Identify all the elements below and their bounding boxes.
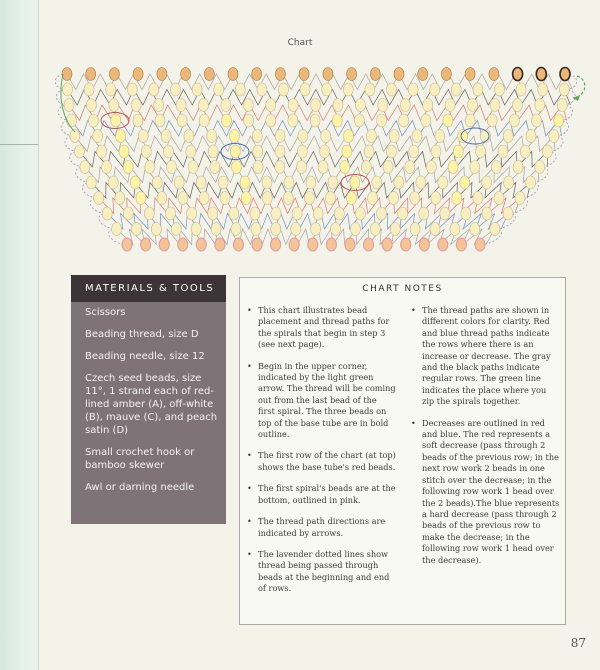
bead <box>292 207 302 220</box>
bead <box>364 145 374 158</box>
bead <box>102 161 112 174</box>
bead <box>465 114 475 127</box>
bead <box>262 192 272 205</box>
bead <box>218 176 228 189</box>
bead <box>119 145 129 158</box>
bead <box>438 176 448 189</box>
bead <box>63 83 73 96</box>
bead <box>231 223 241 236</box>
bead <box>383 161 393 174</box>
bead <box>271 238 281 251</box>
bead <box>187 207 197 220</box>
bead <box>229 207 239 220</box>
bead <box>155 114 165 127</box>
bead <box>157 68 167 81</box>
bead <box>372 176 382 189</box>
bead <box>240 176 250 189</box>
bead <box>308 238 318 251</box>
page-number: 87 <box>570 636 586 650</box>
bead <box>370 68 380 81</box>
bead <box>509 114 519 127</box>
bead <box>342 145 352 158</box>
bead <box>387 83 397 96</box>
bead <box>181 68 191 81</box>
bead <box>289 238 299 251</box>
bead <box>465 68 475 81</box>
bead <box>435 130 445 143</box>
notes-column-left <box>246 305 396 605</box>
bead <box>306 176 316 189</box>
bead <box>252 238 262 251</box>
bead <box>304 192 314 205</box>
bead <box>123 161 133 174</box>
bead <box>222 114 232 127</box>
bead <box>461 207 471 220</box>
bead <box>430 83 440 96</box>
bead <box>326 192 336 205</box>
bead <box>196 238 206 251</box>
bead <box>116 130 126 143</box>
bead <box>515 192 525 205</box>
bead <box>93 130 103 143</box>
bead <box>476 145 486 158</box>
bead <box>228 68 238 81</box>
bead <box>299 68 309 81</box>
bead <box>326 238 336 251</box>
bead <box>133 68 143 81</box>
bead <box>192 83 202 96</box>
bead <box>186 145 196 158</box>
bead <box>430 223 440 236</box>
bead <box>108 176 118 189</box>
bead <box>366 130 376 143</box>
bead <box>220 192 230 205</box>
bead <box>410 223 420 236</box>
bead <box>490 223 500 236</box>
bead <box>86 68 96 81</box>
bead <box>251 223 261 236</box>
material-item: Beading thread, size D <box>85 329 199 340</box>
bead <box>320 145 330 158</box>
bead <box>350 176 360 189</box>
bead <box>145 161 155 174</box>
bead <box>191 223 201 236</box>
bead <box>230 145 240 158</box>
bead <box>503 130 513 143</box>
bead <box>354 114 364 127</box>
bead <box>136 192 146 205</box>
bead <box>151 223 161 236</box>
bead <box>416 176 426 189</box>
note-item: • Decreases are outlined in red and blue. The red represents a soft decrease (pass through 2 beads of the previous row; in the next row work 2 beads in one stitch over the decrease; in the following row work 1 bead over the 2 beads).The blue represents a hard decrease (pass through 2 beads of the previous row to make the decrease; in the following row work 1 head over the decrease). <box>410 418 560 566</box>
bead <box>448 161 458 174</box>
bead <box>538 83 548 96</box>
bead <box>458 130 468 143</box>
bead <box>199 114 209 127</box>
bead <box>67 114 77 127</box>
bead <box>487 114 497 127</box>
bead <box>390 223 400 236</box>
bead <box>174 176 184 189</box>
bead <box>102 207 112 220</box>
bead <box>394 68 404 81</box>
bead <box>423 99 433 112</box>
bead <box>262 176 272 189</box>
bead <box>311 223 321 236</box>
bead <box>208 207 218 220</box>
bead <box>468 99 478 112</box>
bead <box>275 145 285 158</box>
bead <box>394 176 404 189</box>
bead <box>345 238 355 251</box>
bead <box>132 223 142 236</box>
bead <box>426 161 436 174</box>
bead <box>421 114 431 127</box>
bead <box>234 238 244 251</box>
bead <box>141 145 151 158</box>
bead <box>532 114 542 127</box>
material-item: Scissors <box>85 307 126 318</box>
bead <box>355 207 365 220</box>
material-item: Awl or darning needle <box>85 482 195 493</box>
bead <box>482 207 492 220</box>
bead <box>344 130 354 143</box>
bead <box>440 207 450 220</box>
chart-caption: Chart <box>287 38 313 48</box>
bead <box>257 83 267 96</box>
bead <box>221 99 231 112</box>
material-item: Czech seed beads, size 11°, 1 strand each of red-lined amber (A), off-white (B), mauve (C), and peach satin (D) <box>85 373 218 436</box>
bead <box>252 68 262 81</box>
bead <box>490 99 500 112</box>
start-arrowhead <box>573 95 580 101</box>
bead <box>112 223 122 236</box>
bead <box>184 130 194 143</box>
note-item: • The first row of the chart (at top) shows the base tube's red beads. <box>246 450 396 473</box>
bead <box>410 192 420 205</box>
bead <box>343 83 353 96</box>
bead <box>559 83 569 96</box>
bead <box>419 207 429 220</box>
bead <box>178 192 188 205</box>
bead <box>275 130 285 143</box>
bead <box>526 176 536 189</box>
bead <box>211 223 221 236</box>
bead <box>171 223 181 236</box>
bead <box>482 176 492 189</box>
bead <box>450 223 460 236</box>
bead <box>322 83 332 96</box>
bead <box>288 99 298 112</box>
bead <box>210 161 220 174</box>
bead <box>554 114 564 127</box>
bead <box>127 83 137 96</box>
bead <box>86 99 96 112</box>
material-item: Beading needle, size 12 <box>85 351 205 362</box>
bead <box>159 238 169 251</box>
bead <box>361 161 371 174</box>
bead <box>408 83 418 96</box>
bead <box>80 161 90 174</box>
bead <box>250 207 260 220</box>
bead <box>438 238 448 251</box>
bead <box>232 161 242 174</box>
bead-chart-diagram <box>55 62 590 262</box>
bead <box>453 145 463 158</box>
bead <box>456 238 466 251</box>
bead <box>177 114 187 127</box>
bead <box>86 176 96 189</box>
bead <box>164 145 174 158</box>
bead <box>235 83 245 96</box>
bead <box>138 130 148 143</box>
bead <box>284 176 294 189</box>
bead <box>166 207 176 220</box>
bead <box>389 192 399 205</box>
bead <box>291 223 301 236</box>
bead <box>332 114 342 127</box>
bead <box>557 99 567 112</box>
bead <box>431 192 441 205</box>
chart-notes-title: CHART NOTES <box>362 284 443 294</box>
bead <box>412 130 422 143</box>
bead <box>504 176 514 189</box>
notes-column-right <box>410 305 560 576</box>
bead <box>188 161 198 174</box>
bead <box>400 99 410 112</box>
bead <box>230 130 240 143</box>
bead <box>196 176 206 189</box>
bead <box>560 68 570 81</box>
bead <box>288 114 298 127</box>
bead <box>115 192 125 205</box>
bead <box>208 145 218 158</box>
bead <box>321 130 331 143</box>
bead <box>297 161 307 174</box>
note-item: • The thread paths are shown in different colors for clarity. Red and blue thread paths indicate the rows where there is an increase or decrease. The gray and the black paths indicate regular rows. The green line indicates the place where you zip the spirals together. <box>410 305 560 408</box>
bead <box>405 161 415 174</box>
bead <box>542 145 552 158</box>
bead <box>241 192 251 205</box>
bead <box>495 83 505 96</box>
bead <box>204 68 214 81</box>
bead <box>498 145 508 158</box>
bead <box>84 83 94 96</box>
bead <box>494 192 504 205</box>
bead <box>275 68 285 81</box>
bead <box>171 83 181 96</box>
note-item: • This chart illustrates bead placement and thread paths for the spirals that begin in step 3 (see next page). <box>246 305 396 351</box>
note-item: • The lavender dotted lines show thread being passed through beads at the beginning and end of rows. <box>246 549 396 595</box>
bead <box>431 145 441 158</box>
bead <box>152 176 162 189</box>
note-item: • The thread path directions are indicated by arrows. <box>246 516 396 539</box>
bead <box>133 114 143 127</box>
bead <box>244 114 254 127</box>
bead <box>355 99 365 112</box>
bead <box>154 99 164 112</box>
bead <box>123 207 133 220</box>
bead <box>399 114 409 127</box>
bead <box>252 130 262 143</box>
bead <box>331 223 341 236</box>
bead <box>271 207 281 220</box>
bead <box>300 83 310 96</box>
bead <box>549 130 559 143</box>
bead <box>475 238 485 251</box>
bead <box>131 99 141 112</box>
bead <box>97 145 107 158</box>
bead <box>386 145 396 158</box>
bead <box>283 192 293 205</box>
bead <box>64 99 74 112</box>
bead <box>313 207 323 220</box>
bead <box>350 223 360 236</box>
materials-list <box>71 302 226 494</box>
bead <box>398 207 408 220</box>
material-item: Small crochet hook or bamboo skewer <box>85 447 195 471</box>
bead <box>470 161 480 174</box>
bead <box>310 114 320 127</box>
margin-rule <box>0 144 38 145</box>
bead <box>513 161 523 174</box>
bead <box>370 223 380 236</box>
bead <box>167 161 177 174</box>
bead <box>253 161 263 174</box>
bead <box>323 68 333 81</box>
bead <box>253 145 263 158</box>
bead <box>311 99 321 112</box>
bead <box>520 145 530 158</box>
bead <box>526 130 536 143</box>
bead <box>473 192 483 205</box>
bead <box>161 130 171 143</box>
bead <box>460 176 470 189</box>
bead <box>535 161 545 174</box>
bead <box>491 161 501 174</box>
bead <box>334 207 344 220</box>
bead <box>94 192 104 205</box>
bead <box>275 161 285 174</box>
bead <box>144 207 154 220</box>
bead <box>199 99 209 112</box>
bead <box>243 99 253 112</box>
bead <box>122 238 132 251</box>
bead <box>74 145 84 158</box>
bead <box>364 238 374 251</box>
bead <box>328 176 338 189</box>
bead <box>535 99 545 112</box>
bead <box>382 238 392 251</box>
bead <box>298 130 308 143</box>
bead <box>215 238 225 251</box>
bead <box>340 161 350 174</box>
bead <box>89 114 99 127</box>
bead <box>279 83 289 96</box>
bead <box>489 68 499 81</box>
bead <box>451 83 461 96</box>
bead <box>199 192 209 205</box>
bead <box>106 83 116 96</box>
bead <box>378 99 388 112</box>
bead <box>109 68 119 81</box>
bead <box>513 68 523 81</box>
bead <box>333 99 343 112</box>
bead <box>473 83 483 96</box>
bead <box>176 99 186 112</box>
bead <box>347 192 357 205</box>
bead <box>441 68 451 81</box>
bead <box>207 130 217 143</box>
bead <box>445 99 455 112</box>
bead <box>389 130 399 143</box>
bead <box>377 207 387 220</box>
bead <box>347 68 357 81</box>
bead <box>141 238 151 251</box>
bead <box>130 176 140 189</box>
note-item: • The first spiral's beads are at the bottom, outlined in pink. <box>246 483 396 506</box>
materials-heading: MATERIALS & TOOLS <box>71 275 226 302</box>
bead <box>318 161 328 174</box>
bead <box>470 223 480 236</box>
bead <box>266 99 276 112</box>
bead <box>157 192 167 205</box>
bead <box>62 68 72 81</box>
bead <box>271 223 281 236</box>
bead <box>409 145 419 158</box>
bead <box>297 145 307 158</box>
bead <box>512 99 522 112</box>
bead <box>516 83 526 96</box>
chart-notes-box <box>239 277 566 625</box>
bead <box>452 192 462 205</box>
bead <box>401 238 411 251</box>
materials-tools-box <box>71 275 226 524</box>
bead <box>419 238 429 251</box>
bead <box>149 83 159 96</box>
bead <box>178 238 188 251</box>
bead <box>365 83 375 96</box>
bead <box>214 83 224 96</box>
note-item: • Begin in the upper corner, indicated by the light green arrow. The thread will be coming out from the last bead of the first spiral. The three beads on top of the base tube are in bold outline. <box>246 361 396 441</box>
book-spine-margin <box>0 0 39 670</box>
bead <box>503 207 513 220</box>
bead <box>368 192 378 205</box>
bead <box>266 114 276 127</box>
bead <box>443 114 453 127</box>
bead <box>418 68 428 81</box>
bead <box>111 114 121 127</box>
bead <box>377 114 387 127</box>
bead <box>109 99 119 112</box>
bead <box>536 68 546 81</box>
